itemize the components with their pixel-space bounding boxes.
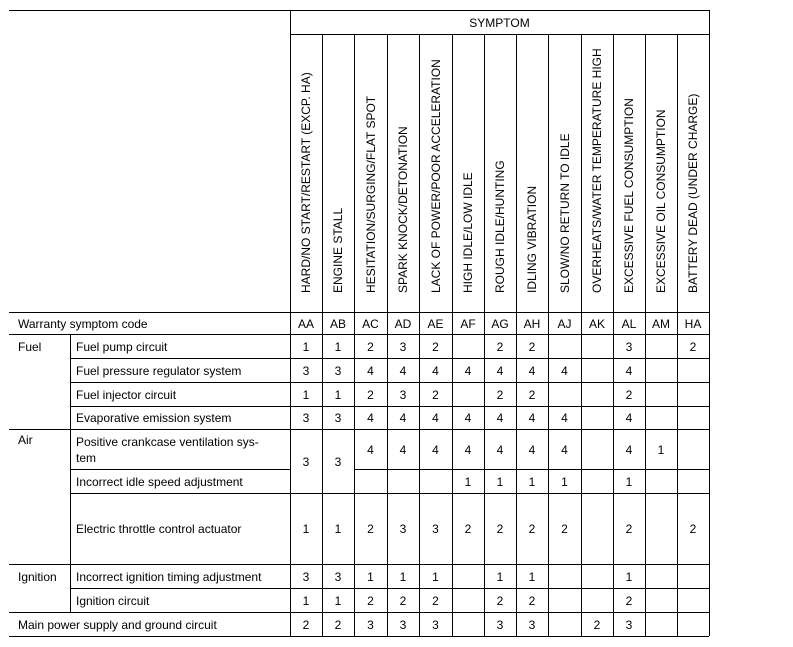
table-cell: 2 [496, 593, 504, 608]
table-cell: 2 [528, 522, 536, 536]
table-cell: 4 [528, 442, 536, 457]
table-cell: 4 [496, 363, 504, 378]
group-label-ignition: Ignition [18, 569, 57, 584]
table-cell: 1 [528, 474, 536, 489]
table-cell: 3 [399, 387, 407, 402]
table-cell: 4 [367, 411, 374, 425]
row-item-label: Electric throttle control actuator [76, 522, 242, 536]
table-cell: 4 [528, 411, 536, 425]
code-ae: AE [427, 316, 444, 331]
symptom-header-ae [419, 35, 452, 313]
table-cell: 1 [432, 569, 439, 584]
table-cell: 1 [625, 569, 633, 584]
table-cell: 2 [561, 522, 568, 536]
table-cell: 1 [334, 387, 342, 402]
table-cell: 3 [432, 522, 439, 536]
table-cell: 3 [367, 617, 374, 632]
table-cell: 3 [334, 411, 342, 425]
table-cell: 1 [302, 593, 310, 608]
table-cell: 2 [496, 387, 504, 402]
table-cell: 4 [464, 363, 472, 378]
group-label-air: Air [18, 433, 33, 447]
table-cell: 3 [302, 454, 310, 469]
table-cell: 4 [367, 363, 374, 378]
table-cell: 3 [399, 339, 407, 354]
table-cell: 4 [625, 363, 633, 378]
group-label-fuel: Fuel [18, 339, 42, 354]
table-cell: 2 [432, 339, 439, 354]
table-cell: 4 [496, 442, 504, 457]
code-af: AF [460, 316, 476, 331]
symptom-header-ac [354, 35, 387, 313]
table-cell: 4 [432, 442, 439, 457]
table-cell: 3 [399, 522, 407, 536]
table-cell: 3 [302, 569, 310, 584]
symptom-header-aj [548, 35, 581, 313]
row-item-label: Ignition circuit [76, 593, 150, 608]
symptom-header: SYMPTOM [469, 15, 530, 30]
table-cell: 2 [334, 617, 342, 632]
symptom-label: SPARK KNOCK/DETONATION [396, 126, 410, 293]
table-cell: 2 [528, 387, 536, 402]
table-cell: 1 [625, 474, 633, 489]
table-cell: 3 [302, 363, 310, 378]
table-cell: 1 [561, 474, 568, 489]
code-ab: AB [329, 316, 346, 331]
symptom-label: LACK OF POWER/POOR ACCELERATION [428, 59, 443, 293]
table-cell: 1 [528, 569, 536, 584]
table-cell: 3 [302, 411, 310, 425]
table-cell: 2 [399, 593, 407, 608]
table-cell: 2 [367, 593, 374, 608]
table-cell: 4 [561, 411, 568, 425]
symptom-header-ah [516, 35, 548, 313]
table-cell: 2 [367, 339, 374, 354]
table-cell: 4 [561, 363, 568, 378]
table-cell: 1 [367, 569, 374, 584]
symptom-label: HESITATION/SURGING/FLAT SPOT [363, 95, 378, 293]
table-cell: 1 [334, 593, 342, 608]
symptom-label: SLOW/NO RETURN TO IDLE [557, 133, 572, 293]
code-ac: AC [362, 316, 379, 331]
row-item-label: Fuel pump circuit [76, 339, 168, 354]
table-cell: 2 [464, 522, 472, 536]
row-item-label: Positive crankcase ventilation sys- tem [76, 434, 259, 465]
symptom-header-af [452, 35, 484, 313]
symptom-header-al [613, 35, 645, 313]
table-cell: 3 [334, 363, 342, 378]
table-cell: 4 [561, 442, 568, 457]
table-cell: 4 [464, 442, 472, 457]
table-cell: 3 [399, 617, 407, 632]
table-cell: 2 [689, 522, 697, 536]
table-cell: 4 [496, 411, 504, 425]
symptom-label: ROUGH IDLE/HUNTING [493, 160, 507, 293]
table-cell: 1 [464, 474, 472, 489]
symptom-label: BATTERY DEAD (UNDER CHARGE) [686, 93, 700, 293]
code-ad: AD [394, 316, 412, 331]
table-cell: 1 [302, 387, 310, 402]
table-cell: 2 [625, 522, 633, 536]
symptom-header-ak [581, 35, 613, 313]
code-al: AL [621, 316, 637, 331]
table-cell: 2 [432, 593, 439, 608]
table-cell: 2 [496, 522, 504, 536]
row-item-label: Evaporative emission system [76, 411, 232, 425]
code-ag: AG [491, 316, 509, 331]
table-cell: 1 [496, 569, 504, 584]
symptom-label: HIGH IDLE/LOW IDLE [461, 172, 475, 293]
code-ak: AK [588, 316, 605, 331]
symptom-label: OVERHEATS/WATER TEMPERATURE HIGH [590, 48, 604, 293]
row-item-label: Main power supply and ground circuit [18, 617, 217, 632]
table-cell: 1 [302, 339, 310, 354]
table-cell: 4 [625, 442, 633, 457]
table-cell: 2 [302, 617, 310, 632]
table-cell: 3 [528, 617, 536, 632]
row-item-label: Fuel pressure regulator system [76, 363, 242, 378]
table-cell: 1 [302, 522, 310, 536]
symptom-header-am [645, 35, 677, 313]
table-cell: 4 [399, 411, 407, 425]
symptom-header-aa [290, 35, 322, 313]
table-cell: 2 [367, 387, 374, 402]
table-cell: 3 [432, 617, 439, 632]
symptom-label: IDLING VIBRATION [525, 185, 539, 293]
table-cell: 4 [625, 411, 633, 425]
code-ha: HA [684, 316, 702, 331]
table-cell: 2 [689, 339, 697, 354]
table-cell: 4 [432, 363, 439, 378]
table-cell: 2 [496, 339, 504, 354]
symptom-label: ENGINE STALL [331, 207, 345, 293]
table-cell: 4 [432, 411, 439, 425]
symptom-label: HARD/NO START/RESTART (EXCP. HA) [299, 72, 313, 293]
table-cell: 4 [399, 363, 407, 378]
table-cell: 2 [367, 522, 374, 536]
symptom-label: EXCESSIVE FUEL CONSUMPTION [622, 98, 636, 293]
table-cell: 1 [399, 569, 407, 584]
table-cell: 1 [334, 522, 342, 536]
code-ah: AH [523, 316, 541, 331]
symptom-header-ab [322, 35, 354, 313]
table-cell: 2 [528, 339, 536, 354]
symptom-header-ag [484, 35, 516, 313]
table-cell: 1 [334, 339, 342, 354]
table-cell: 1 [657, 442, 665, 457]
code-aj: AJ [557, 316, 572, 331]
row-item-label: Fuel injector circuit [76, 387, 177, 402]
row-item-label: Incorrect idle speed adjustment [76, 474, 243, 489]
table-cell: 4 [367, 442, 374, 457]
table-cell: 3 [625, 339, 633, 354]
symptom-label: EXCESSIVE OIL CONSUMPTION [654, 109, 668, 293]
table-cell: 3 [625, 617, 633, 632]
table-cell: 2 [593, 617, 601, 632]
table-cell: 3 [334, 454, 342, 469]
table-cell: 4 [399, 442, 407, 457]
table-cell: 4 [528, 363, 536, 378]
table-cell: 2 [625, 387, 633, 402]
row-item-label: Incorrect ignition timing adjustment [76, 569, 262, 584]
table-cell: 2 [528, 593, 536, 608]
code-aa: AA [297, 316, 314, 331]
table-cell: 2 [432, 387, 439, 402]
code-am: AM [652, 316, 670, 331]
table-cell: 3 [496, 617, 504, 632]
table-cell: 2 [625, 593, 633, 608]
table-cell: 3 [334, 569, 342, 584]
symptom-header-ad [387, 35, 419, 313]
table-cell: 1 [496, 474, 504, 489]
table-cell: 4 [464, 411, 472, 425]
warranty-code-label: Warranty symptom code [18, 316, 148, 331]
symptom-header-ha [677, 35, 709, 313]
